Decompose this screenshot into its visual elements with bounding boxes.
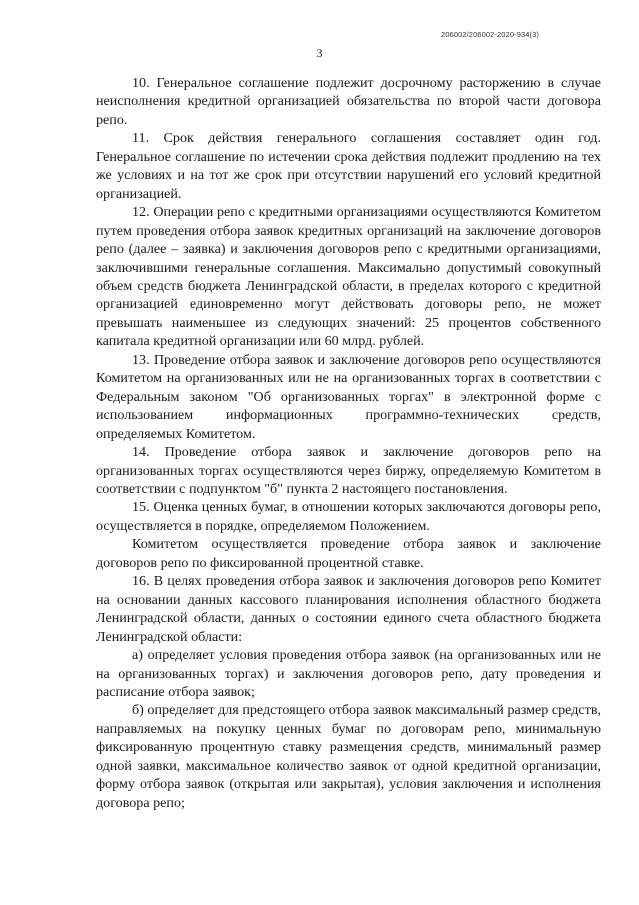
paragraph-16-a: а) определяет условия проведения отбора заявок (на организованных или не на организованных торгах) и заключения договоров репо, дату проведения и расписание отбора заявок; bbox=[96, 647, 601, 700]
paragraph-10: 10. Генеральное соглашение подлежит досрочному расторжению в случае неисполнения кредитной организацией обязательства по второй части договора репо. bbox=[96, 75, 601, 128]
paragraph-14: 14. Проведение отбора заявок и заключение договоров репо на организованных торгах осуществляются через биржу, определяемую Комитетом в соответствии с подпунктом "б" пункта 2 настоящего постановления. bbox=[96, 444, 601, 497]
paragraph-15-continued: Комитетом осуществляется проведение отбора заявок и заключение договоров репо по фиксированной процентной ставке. bbox=[96, 536, 601, 571]
document-body bbox=[96, 74, 601, 812]
document-id: 206002/206002-2020-934(3) bbox=[441, 30, 539, 39]
paragraph-13: 13. Проведение отбора заявок и заключение договоров репо осуществляются Комитетом на организованных или не на организованных торгах в соответствии с Федеральным законом "Об организованных торгах" в электронной форме с использованием информационных программно-технических средств, определяемых Комитетом. bbox=[96, 351, 601, 442]
paragraph-16-b: б) определяет для предстоящего отбора заявок максимальный размер средств, направляемых на покупку ценных бумаг по договорам репо, минимальную фиксированную процентную ставку размещения средств, минимальный размер одной заявки, максимальное количество заявок от одной кредитной организации, форму отбора заявок (открытая или закрытая), условия заключения и исполнения договора репо; bbox=[96, 702, 601, 811]
paragraph-12: 12. Операции репо с кредитными организациями осуществляются Комитетом путем проведения отбора заявок кредитных организаций на заключение договоров репо (далее – заявка) и заключения договоров репо с кредитными организациями, заключившими генеральные соглашения. Максимально допустимый совокупный объем средств бюджета Ленинградской области, в пределах которого с кредитной организацией единовременно могут действовать договоры репо, не может превышать наименьшее из следующих значений: 25 процентов собственного капитала кредитной организации или 60 млрд. рублей. bbox=[96, 204, 601, 350]
paragraph-16: 16. В целях проведения отбора заявок и заключения договоров репо Комитет на основании данных кассового планирования исполнения областного бюджета Ленинградской области, данных о состоянии единого счета областного бюджета Ленинградской области: bbox=[96, 573, 601, 645]
paragraph-15: 15. Оценка ценных бумаг, в отношении которых заключаются договоры репо, осуществляется в порядке, определяемом Положением. bbox=[96, 499, 601, 534]
page-number: 3 bbox=[316, 46, 323, 60]
paragraph-11: 11. Срок действия генерального соглашения составляет один год. Генеральное соглашение по истечении срока действия подлежит продлению на тех же условиях и на тот же срок при отсутствии нарушений его условий кредитной организацией. bbox=[96, 130, 601, 202]
